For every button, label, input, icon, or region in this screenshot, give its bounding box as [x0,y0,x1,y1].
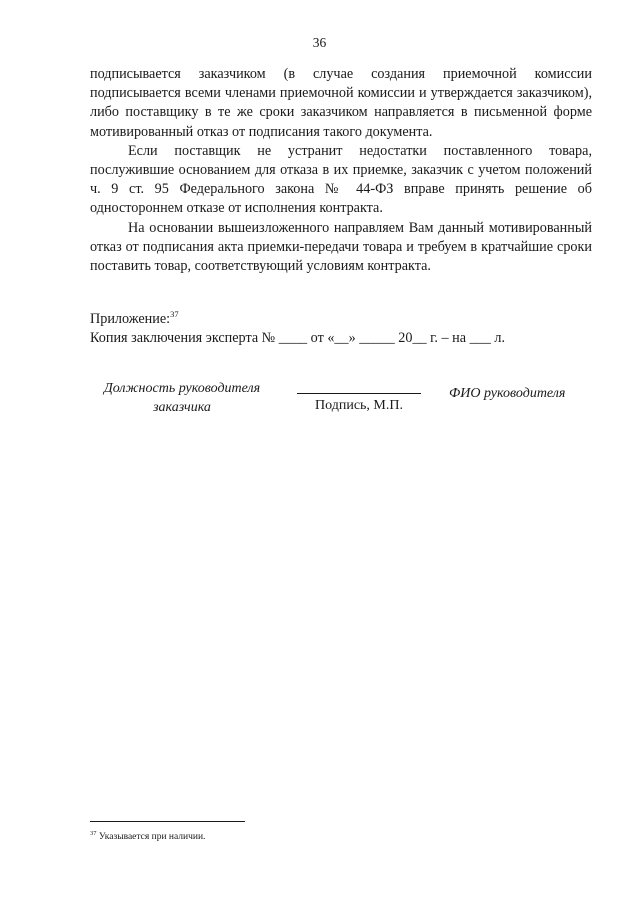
footnote-divider [90,821,245,822]
paragraph-refusal-notice: На основании вышеизложенного направляем Вам данный мотивированный отказ от подписания акта приемки-передачи товара и требуем в кратчайшие сроки поставить товар, соответствующий условиям контракта. [90,219,592,275]
signature-position: Должность руководителя заказчика [103,381,261,415]
paragraph-supplier-defects: Если поставщик не устранит недостатки поставленного товара, послужившие основанием для отказа в их приемке, заказчик с учетом положений ч. 9 ст. 95 Федерального закона № 44-ФЗ вправе принять решение об одностороннем отказе от исполнения контракта. [90,142,592,217]
paragraph-continuation: подписывается заказчиком (в случае создания приемочной комиссии подписывается всеми членами приемочной комиссии и утверждается заказчиком), либо поставщику в те же сроки заказчиком направляется в письменной форме мотивированный отказ от подписания такого документа. [90,66,592,140]
signature-name: ФИО руководителя [449,386,566,401]
body-text [90,65,592,276]
footnote-text: Указывается при наличии. [98,832,206,842]
attachment-heading [90,310,610,329]
attachment-line: Копия заключения эксперта № ____ от «__» _____ 20__ г. – на ___ л. [90,330,506,347]
page-number: 36 [312,35,327,50]
footnote [90,832,205,842]
attachment-label: Приложение: [90,311,171,327]
attachment-block [90,310,610,348]
signature-line [297,393,421,394]
attachment-footnote-ref: 37 [170,309,179,319]
footnote-number: 37 [90,830,97,837]
signature-label: Подпись, М.П. [315,398,403,413]
